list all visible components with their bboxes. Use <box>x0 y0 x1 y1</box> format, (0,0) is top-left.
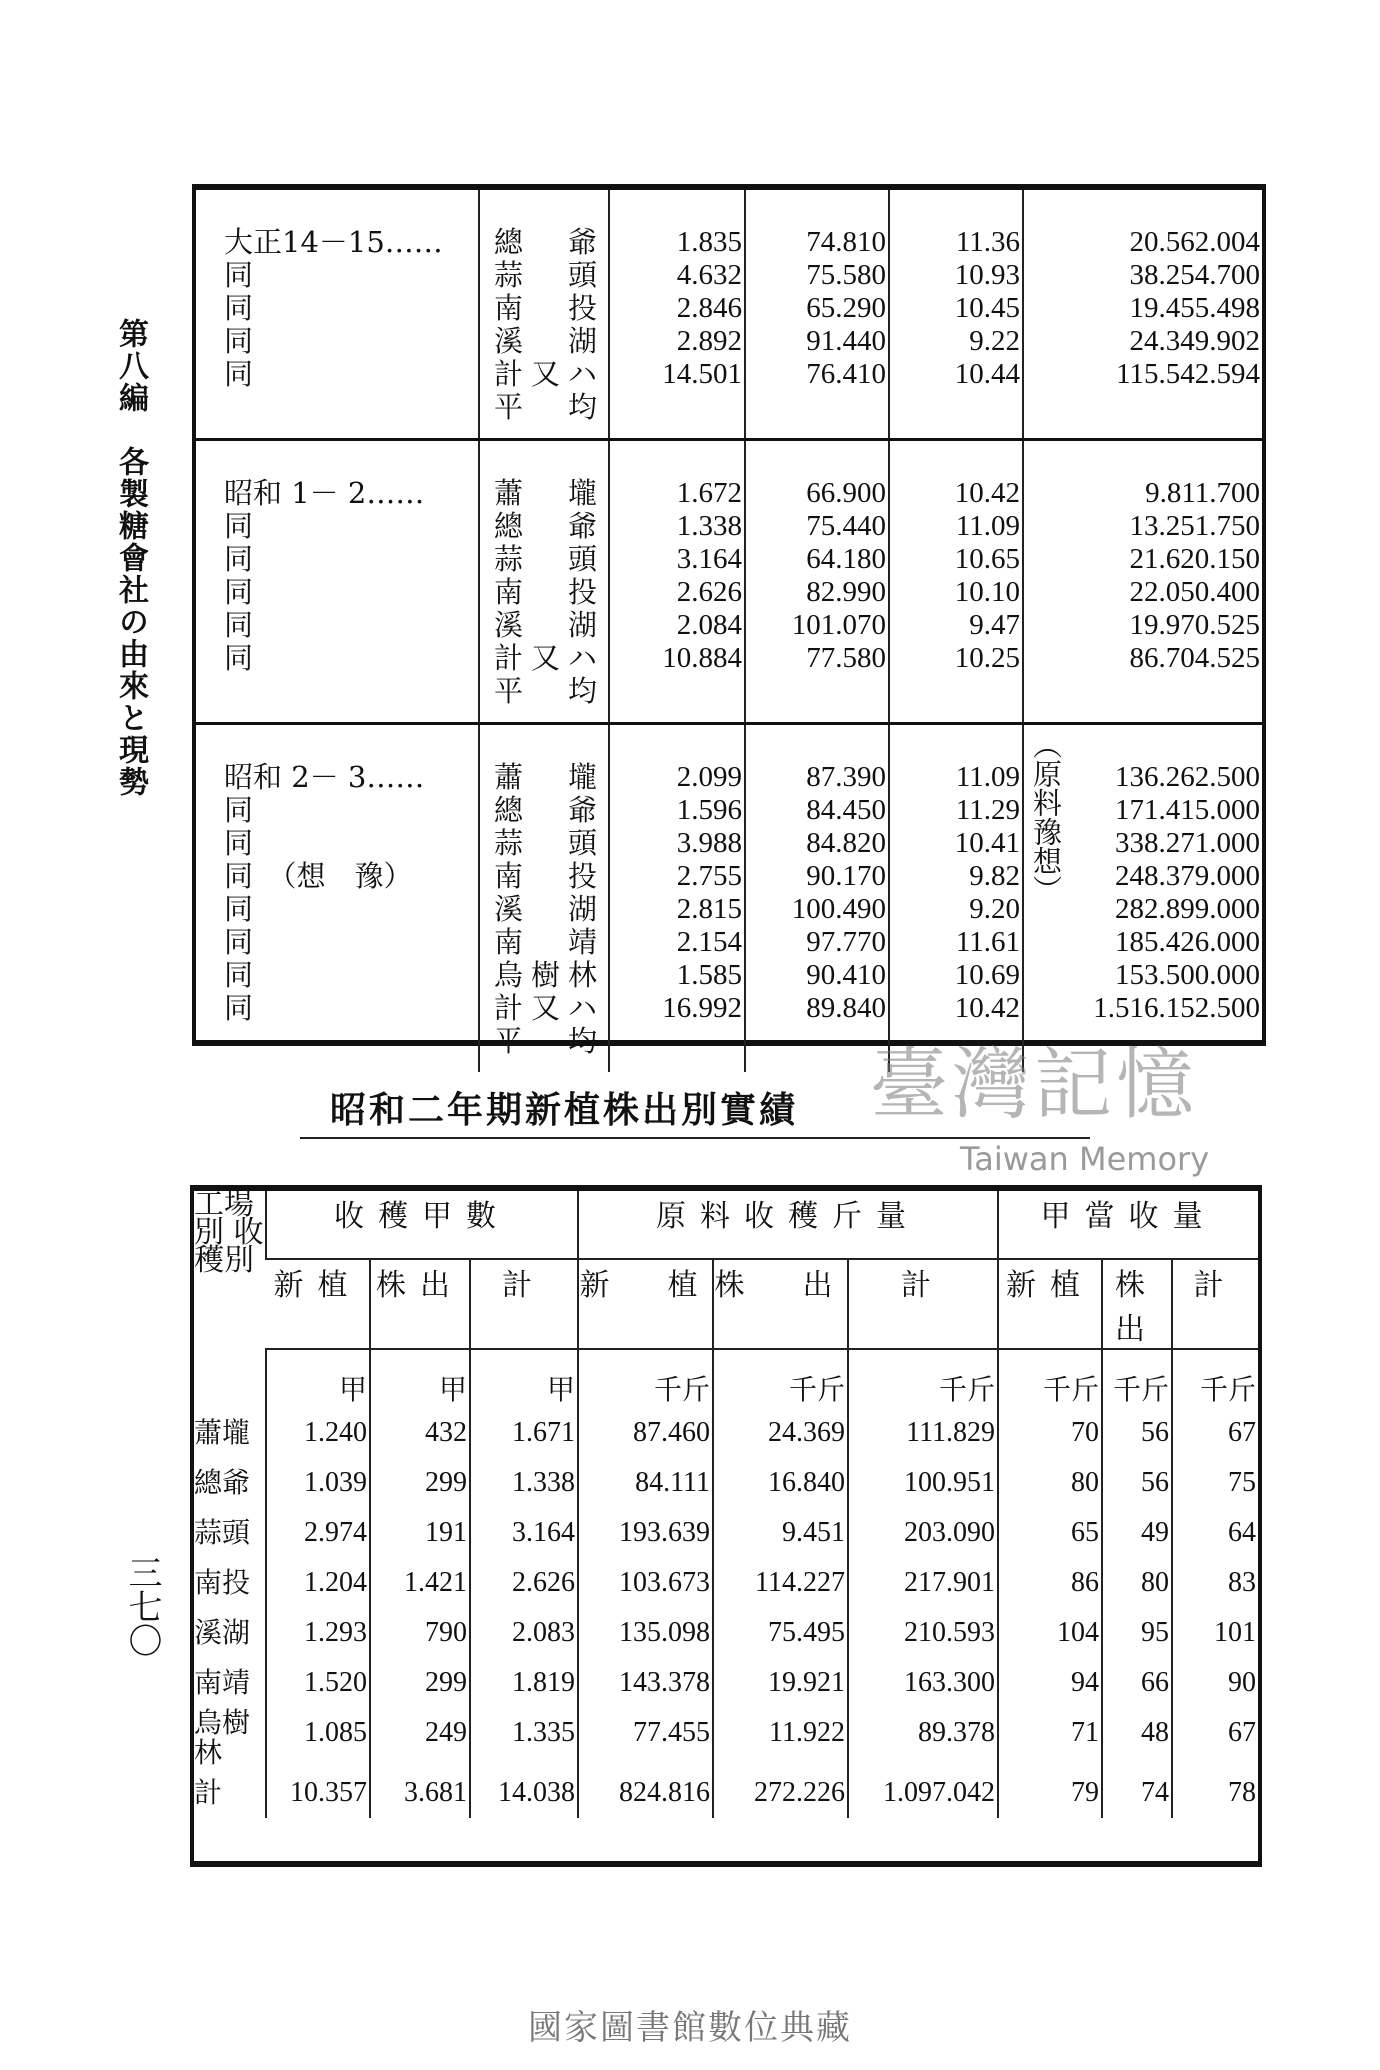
factory-name: 南 投 <box>494 575 606 609</box>
factory-name: 計又ハ <box>494 641 606 675</box>
value-cell: 19.455.498 <box>1129 292 1260 324</box>
unit-label: 千斤 <box>848 1349 998 1408</box>
value-cell: 64.180 <box>806 543 886 575</box>
value-cell: 2.755 <box>676 860 742 892</box>
table-row <box>194 1608 1258 1658</box>
value-cell: 10.69 <box>954 959 1020 991</box>
spacer-row <box>194 1818 1258 1878</box>
group-header-yield-per-ko: 甲當收量 <box>998 1191 1258 1259</box>
factory-name: 蒜 頭 <box>494 826 606 860</box>
period-label: 同 <box>224 258 254 292</box>
factory-name: 平 均 <box>494 674 606 708</box>
value-cell: 74.810 <box>806 226 886 258</box>
value-cell: 89.378 <box>848 1708 998 1768</box>
value-cell: 1.835 <box>676 226 742 258</box>
period-label: 同 <box>224 542 254 576</box>
value-cell: 11.09 <box>955 761 1020 793</box>
value-cell: 2.815 <box>676 893 742 925</box>
factory-name: 南 投 <box>494 291 606 325</box>
value-cell: 1.585 <box>676 959 742 991</box>
value-cell: 84.111 <box>578 1458 713 1508</box>
factory-name: 平 均 <box>494 390 606 424</box>
factory-name: 南 投 <box>494 859 606 893</box>
value-cell: 1.085 <box>266 1708 370 1768</box>
value-cell: 22.050.400 <box>1129 576 1260 608</box>
value-cell: 87.460 <box>578 1408 713 1458</box>
factory-name: 蒜 頭 <box>494 258 606 292</box>
unit-label: 千斤 <box>998 1349 1102 1408</box>
value-column-1 <box>609 190 745 440</box>
factory-name: 南靖 <box>194 1666 251 1699</box>
subheader: 新植 <box>998 1259 1102 1349</box>
value-cell: 77.455 <box>578 1708 713 1768</box>
value-cell: 103.673 <box>578 1558 713 1608</box>
corner-header <box>194 1187 266 1349</box>
factory-name: 烏樹林 <box>494 958 606 992</box>
value-cell: 10.93 <box>954 259 1020 291</box>
value-cell: 75 <box>1172 1458 1258 1508</box>
value-cell: 67 <box>1172 1708 1258 1768</box>
value-cell: 185.426.000 <box>1115 926 1260 958</box>
factory-name: 蕭壠 <box>194 1416 251 1449</box>
subheader: 株出 <box>1102 1259 1172 1349</box>
value-cell: 80 <box>998 1458 1102 1508</box>
factory-name: 蒜頭 <box>194 1516 251 1549</box>
value-cell: 95 <box>1102 1608 1172 1658</box>
value-cell <box>610 1025 742 1058</box>
value-cell: 143.378 <box>578 1658 713 1708</box>
value-cell: 10.45 <box>954 292 1020 324</box>
value-cell: 1.039 <box>266 1458 370 1508</box>
unit-label: 甲 <box>266 1349 370 1408</box>
value-column-2 <box>745 724 889 1073</box>
factory-name: 南投 <box>194 1566 251 1599</box>
value-cell: 136.262.500 <box>1115 761 1260 793</box>
value-cell: 10.42 <box>954 477 1020 509</box>
group-header-cane-weight: 原料收穫斤量 <box>578 1191 998 1259</box>
unit-label: 千斤 <box>1172 1349 1258 1408</box>
value-cell: 824.816 <box>578 1768 713 1818</box>
value-cell: 338.271.000 <box>1115 827 1260 859</box>
value-cell <box>610 391 742 424</box>
value-cell <box>746 675 886 708</box>
subheader: 株 出 <box>713 1259 848 1349</box>
period-label: 同 <box>224 357 254 391</box>
spacer <box>194 1818 1258 1878</box>
period-label: 同 <box>224 324 254 358</box>
factory-column <box>479 724 609 1073</box>
period-cell <box>196 440 479 724</box>
factory-name: 溪 湖 <box>494 892 606 926</box>
value-cell: 114.227 <box>713 1558 848 1608</box>
value-cell: 9.22 <box>969 325 1020 357</box>
value-cell: 20.562.004 <box>1129 226 1260 258</box>
factory-column <box>479 440 609 724</box>
value-cell: 1.516.152.500 <box>1093 992 1260 1024</box>
value-cell: 65 <box>998 1508 1102 1558</box>
value-cell: 16.992 <box>662 992 742 1024</box>
value-cell: 13.251.750 <box>1129 510 1260 542</box>
value-cell: 14.038 <box>470 1768 578 1818</box>
period-cell <box>196 724 479 1073</box>
subheader: 新 植 <box>578 1259 713 1349</box>
value-cell: 10.10 <box>954 576 1020 608</box>
value-cell: 77.580 <box>806 642 886 674</box>
value-cell: 2.083 <box>470 1608 578 1658</box>
value-cell: 94 <box>998 1658 1102 1708</box>
value-cell: 790 <box>370 1608 470 1658</box>
value-cell: 3.164 <box>470 1508 578 1558</box>
factory-name: 溪 湖 <box>494 324 606 358</box>
period-label: 同 <box>224 575 254 609</box>
table-row <box>194 1768 1258 1818</box>
value-cell: 191 <box>370 1508 470 1558</box>
value-cell: 3.164 <box>676 543 742 575</box>
value-cell: 74 <box>1102 1768 1172 1818</box>
value-cell: 1.596 <box>676 794 742 826</box>
value-cell: 87.390 <box>806 761 886 793</box>
value-cell: 71 <box>998 1708 1102 1768</box>
period-section <box>196 724 1262 1073</box>
period-label: 同 <box>224 793 254 827</box>
unit-label: 甲 <box>370 1349 470 1408</box>
value-cell: 1.819 <box>470 1658 578 1708</box>
value-cell: 1.097.042 <box>848 1768 998 1818</box>
factory-name: 總 爺 <box>494 793 606 827</box>
value-cell: 24.369 <box>713 1408 848 1458</box>
library-footer: 國家圖書館數位典藏 <box>528 2008 852 2048</box>
value-cell: 78 <box>1172 1768 1258 1818</box>
value-cell: 21.620.150 <box>1129 543 1260 575</box>
value-cell: 49 <box>1102 1508 1172 1558</box>
value-cell: 84.820 <box>806 827 886 859</box>
value-cell: 48 <box>1102 1708 1172 1768</box>
side-chapter-title: 第八編 各製糖會社の由來と現勢 <box>113 318 148 798</box>
value-cell: 104 <box>998 1608 1102 1658</box>
value-cell: 10.65 <box>954 543 1020 575</box>
value-cell: 272.226 <box>713 1768 848 1818</box>
value-cell: 80 <box>1102 1558 1172 1608</box>
value-cell: 89.840 <box>806 992 886 1024</box>
subheader: 新植 <box>266 1259 370 1349</box>
value-cell: 64 <box>1172 1508 1258 1558</box>
value-cell: 75.580 <box>806 259 886 291</box>
value-cell <box>610 675 742 708</box>
value-column-4 <box>1023 440 1262 724</box>
value-cell: 66 <box>1102 1658 1172 1708</box>
value-column-2 <box>745 440 889 724</box>
value-cell: 56 <box>1102 1458 1172 1508</box>
value-cell: 171.415.000 <box>1115 794 1260 826</box>
period-label: 同 <box>224 958 254 992</box>
value-cell <box>746 1025 886 1058</box>
page-number: 三七〇 <box>122 1555 162 1657</box>
production-table-by-period <box>192 184 1266 1058</box>
period-label: 同 <box>224 991 254 1025</box>
value-cell: 2.099 <box>676 761 742 793</box>
value-cell: 111.829 <box>848 1408 998 1458</box>
value-cell: 299 <box>370 1658 470 1708</box>
value-cell: 11.36 <box>955 226 1020 258</box>
factory-name: 南 靖 <box>494 925 606 959</box>
value-cell: 210.593 <box>848 1608 998 1658</box>
value-cell: 1.204 <box>266 1558 370 1608</box>
value-cell: 11.09 <box>955 510 1020 542</box>
value-cell: 249 <box>370 1708 470 1768</box>
value-cell: 2.626 <box>470 1558 578 1608</box>
value-cell: 3.988 <box>676 827 742 859</box>
value-cell: 11.29 <box>955 794 1020 826</box>
value-cell: 16.840 <box>713 1458 848 1508</box>
corner-line: 工場 <box>194 1187 254 1222</box>
value-cell: 90.410 <box>806 959 886 991</box>
value-cell: 90.170 <box>806 860 886 892</box>
group-header-harvest-area: 收穫甲數 <box>266 1191 578 1259</box>
value-cell: 1.338 <box>470 1458 578 1508</box>
factory-name: 總爺 <box>194 1466 251 1499</box>
period-cell <box>196 190 479 440</box>
value-cell: 76.410 <box>806 358 886 390</box>
value-cell: 2.974 <box>266 1508 370 1558</box>
value-cell: 10.41 <box>954 827 1020 859</box>
value-cell: 19.921 <box>713 1658 848 1708</box>
value-cell: 67 <box>1172 1408 1258 1458</box>
value-cell: 217.901 <box>848 1558 998 1608</box>
subheader: 計 <box>1172 1259 1258 1349</box>
factory-name: 計又ハ <box>494 991 606 1025</box>
subheader: 計 <box>848 1259 998 1349</box>
value-cell: 9.20 <box>969 893 1020 925</box>
units-blank <box>194 1349 266 1408</box>
value-cell: 66.900 <box>806 477 886 509</box>
value-cell: 2.892 <box>676 325 742 357</box>
value-cell: 83 <box>1172 1558 1258 1608</box>
value-cell: 1.335 <box>470 1708 578 1768</box>
value-cell: 115.542.594 <box>1116 358 1260 390</box>
value-cell: 75.495 <box>713 1608 848 1658</box>
new-planting-ratoon-table <box>190 1185 1262 1867</box>
value-cell: 1.671 <box>470 1408 578 1458</box>
value-column-4 <box>1023 190 1262 440</box>
table-row <box>194 1558 1258 1608</box>
table-row <box>194 1708 1258 1768</box>
period-label: 同 <box>224 892 254 926</box>
value-column-3 <box>889 724 1023 1073</box>
value-cell: 10.884 <box>662 642 742 674</box>
value-cell: 135.098 <box>578 1608 713 1658</box>
value-cell <box>890 675 1020 708</box>
value-cell: 86.704.525 <box>1129 642 1260 674</box>
value-cell: 10.357 <box>266 1768 370 1818</box>
value-cell: 9.82 <box>969 860 1020 892</box>
period-label: 同 <box>224 641 254 675</box>
value-cell: 101 <box>1172 1608 1258 1658</box>
value-cell: 1.293 <box>266 1608 370 1658</box>
value-cell: 14.501 <box>662 358 742 390</box>
subheader-row <box>194 1259 1258 1349</box>
period-section <box>196 190 1262 440</box>
value-column-1 <box>609 724 745 1073</box>
factory-name: 平 均 <box>494 1024 606 1058</box>
value-cell: 90 <box>1172 1658 1258 1708</box>
value-cell: 97.770 <box>806 926 886 958</box>
period-label: 同 <box>224 608 254 642</box>
period-label: 同 <box>224 826 254 860</box>
corner-line: 別 收 <box>194 1215 264 1250</box>
value-cell: 10.42 <box>954 992 1020 1024</box>
title-underline <box>300 1137 1090 1139</box>
value-cell: 1.338 <box>676 510 742 542</box>
value-cell: 4.632 <box>676 259 742 291</box>
value-cell: 65.290 <box>806 292 886 324</box>
watermark-logo: 臺灣記憶 <box>870 1040 1199 1130</box>
table-row <box>194 1508 1258 1558</box>
value-cell: 11.61 <box>955 926 1020 958</box>
value-cell: 56 <box>1102 1408 1172 1458</box>
subheader: 計 <box>470 1259 578 1349</box>
period-label: 昭和 1－ 2…… <box>224 476 425 510</box>
value-cell: 163.300 <box>848 1658 998 1708</box>
value-cell <box>1024 391 1260 424</box>
value-cell <box>1024 675 1260 708</box>
value-cell: 2.846 <box>676 292 742 324</box>
value-cell: 38.254.700 <box>1129 259 1260 291</box>
factory-name: 溪湖 <box>194 1616 251 1649</box>
value-cell: 248.379.000 <box>1115 860 1260 892</box>
value-cell: 203.090 <box>848 1508 998 1558</box>
table-row <box>194 1658 1258 1708</box>
subheader: 株出 <box>370 1259 470 1349</box>
value-cell: 2.626 <box>676 576 742 608</box>
value-cell: 1.240 <box>266 1408 370 1458</box>
value-cell: 282.899.000 <box>1115 893 1260 925</box>
period-label: 同 <box>224 925 254 959</box>
value-column-1 <box>609 440 745 724</box>
value-cell <box>746 391 886 424</box>
factory-name: 計 <box>194 1776 223 1809</box>
value-cell: 86 <box>998 1558 1102 1608</box>
value-cell: 101.070 <box>791 609 886 641</box>
value-cell: 9.451 <box>713 1508 848 1558</box>
unit-label: 千斤 <box>1102 1349 1172 1408</box>
value-cell: 79 <box>998 1768 1102 1818</box>
table-title: 昭和二年期新植株出別實績 <box>330 1089 799 1131</box>
value-cell: 9.811.700 <box>1145 477 1260 509</box>
value-cell: 11.922 <box>713 1708 848 1768</box>
value-cell: 153.500.000 <box>1115 959 1260 991</box>
value-cell: 10.44 <box>954 358 1020 390</box>
factory-name: 蕭 壠 <box>494 476 606 510</box>
period-label: 大正14－15…… <box>224 225 443 259</box>
value-cell: 1.520 <box>266 1658 370 1708</box>
value-cell: 84.450 <box>806 794 886 826</box>
value-cell: 9.47 <box>969 609 1020 641</box>
unit-label: 甲 <box>470 1349 578 1408</box>
period-label: 同 <box>224 509 254 543</box>
value-column-2 <box>745 190 889 440</box>
value-cell: 2.154 <box>676 926 742 958</box>
factory-name: 總 爺 <box>494 225 606 259</box>
value-cell: 3.681 <box>370 1768 470 1818</box>
value-cell: 70 <box>998 1408 1102 1458</box>
value-cell: 75.440 <box>806 510 886 542</box>
table-row <box>194 1458 1258 1508</box>
value-cell: 2.084 <box>676 609 742 641</box>
value-cell: 432 <box>370 1408 470 1458</box>
factory-column <box>479 190 609 440</box>
value-cell <box>890 391 1020 424</box>
value-cell: 299 <box>370 1458 470 1508</box>
watermark-english: Taiwan Memory <box>960 1140 1210 1178</box>
factory-name: 總 爺 <box>494 509 606 543</box>
raw-material-estimate-note: （原料豫想） <box>1029 730 1063 904</box>
factory-name: 蒜 頭 <box>494 542 606 576</box>
value-column-3 <box>889 190 1023 440</box>
value-cell: 82.990 <box>806 576 886 608</box>
value-column-3 <box>889 440 1023 724</box>
factory-name: 蕭 壠 <box>494 760 606 794</box>
table-row <box>194 1408 1258 1458</box>
factory-name: 計又ハ <box>494 357 606 391</box>
value-cell: 19.970.525 <box>1129 609 1260 641</box>
period-label: 昭和 2－ 3…… <box>224 760 425 794</box>
value-cell: 91.440 <box>806 325 886 357</box>
value-cell: 10.25 <box>954 642 1020 674</box>
value-cell: 24.349.902 <box>1129 325 1260 357</box>
value-cell: 100.490 <box>791 893 886 925</box>
units-row <box>194 1349 1258 1408</box>
factory-name: 烏樹林 <box>194 1706 251 1769</box>
factory-name: 溪 湖 <box>494 608 606 642</box>
period-section <box>196 440 1262 724</box>
unit-label: 千斤 <box>713 1349 848 1408</box>
unit-label: 千斤 <box>578 1349 713 1408</box>
corner-line: 穫別 <box>194 1243 254 1278</box>
period-label: 同 <box>224 291 254 325</box>
period-label: 同 （想 豫） <box>224 859 413 893</box>
value-cell: 1.421 <box>370 1558 470 1608</box>
value-cell: 100.951 <box>848 1458 998 1508</box>
value-cell: 1.672 <box>676 477 742 509</box>
value-cell: 193.639 <box>578 1508 713 1558</box>
